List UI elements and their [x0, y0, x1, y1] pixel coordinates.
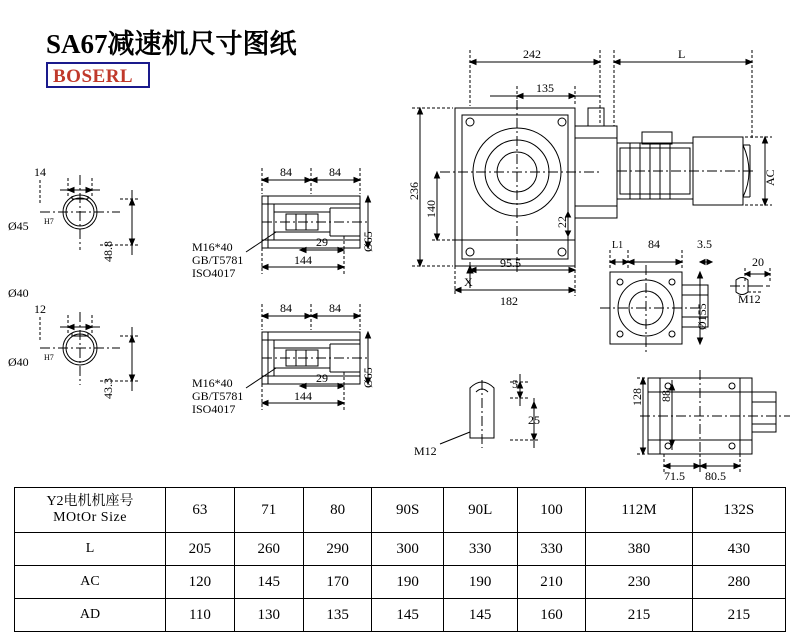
label-bolt-gb: GB/T5781 — [192, 253, 244, 267]
label-shaft1-h7: H7 — [44, 217, 54, 226]
table-cell: 215 — [586, 599, 692, 632]
label-140: 140 — [424, 200, 438, 218]
table-cell: 90S — [372, 488, 443, 533]
label-key2-phi65: Ø65 — [361, 367, 375, 388]
table-cell: 120 — [166, 566, 235, 599]
label-key-84a: 84 — [280, 165, 292, 179]
table-cell: 190 — [372, 566, 443, 599]
table-cell: 130 — [234, 599, 303, 632]
table-cell: 330 — [443, 533, 517, 566]
table-row — [15, 566, 786, 599]
label-shaft1-d40: Ø40 — [8, 286, 29, 300]
label-bolt2-iso: ISO4017 — [192, 402, 236, 416]
label-71-5: 71.5 — [664, 469, 685, 483]
label-3-5: 3.5 — [697, 237, 712, 251]
label-bolt-m16: M16*40 — [192, 240, 233, 254]
table-cell: 170 — [303, 566, 372, 599]
label-135: 135 — [536, 81, 554, 95]
table-rowhead: L — [15, 533, 166, 566]
table-row — [15, 488, 786, 533]
table-rowhead: AC — [15, 566, 166, 599]
table-cell: 132S — [692, 488, 785, 533]
label-shaft1-48-8: 48.8 — [101, 241, 115, 262]
label-shaft2-12: 12 — [34, 302, 46, 316]
table-cell: 290 — [303, 533, 372, 566]
table-cell: 260 — [234, 533, 303, 566]
table-row — [15, 533, 786, 566]
table-rowhead-en: MOtOr Size — [53, 510, 127, 525]
label-shaft2-43-3: 43.3 — [101, 378, 115, 399]
table-rowhead-cn: Y2电机机座号 — [46, 493, 134, 509]
label-shaft2-diameter: Ø40 — [8, 355, 29, 369]
table-cell: 90L — [443, 488, 517, 533]
dimension-table — [14, 487, 786, 632]
label-phi155: Ø155 — [695, 303, 709, 330]
table-cell: 100 — [517, 488, 586, 533]
label-bolt-iso: ISO4017 — [192, 266, 236, 280]
table-cell: 300 — [372, 533, 443, 566]
label-key-84b: 84 — [329, 165, 341, 179]
label-key-29: 29 — [316, 235, 328, 249]
label-key2-144: 144 — [294, 389, 312, 403]
label-shaft2-h7: H7 — [44, 353, 54, 362]
label-128: 128 — [630, 388, 644, 406]
label-22: 22 — [555, 216, 569, 228]
table-cell: 230 — [586, 566, 692, 599]
table-cell: 135 — [303, 599, 372, 632]
table-cell: 380 — [586, 533, 692, 566]
table-rowhead — [15, 488, 166, 533]
table-cell: 80 — [303, 488, 372, 533]
label-key2-84b: 84 — [329, 301, 341, 315]
table-cell: 160 — [517, 599, 586, 632]
label-242: 242 — [523, 47, 541, 61]
label-80-5: 80.5 — [705, 469, 726, 483]
table-cell: 145 — [234, 566, 303, 599]
label-key-144: 144 — [294, 253, 312, 267]
table-rowhead: AD — [15, 599, 166, 632]
table-cell: 63 — [166, 488, 235, 533]
table-row — [15, 599, 786, 632]
logo-text: BOSERL — [53, 66, 134, 87]
label-shaft1-14: 14 — [34, 165, 46, 179]
label-AC: AC — [763, 169, 777, 186]
label-bolt2-gb: GB/T5781 — [192, 389, 244, 403]
table-cell: 71 — [234, 488, 303, 533]
label-M12-right: M12 — [738, 292, 761, 306]
label-182: 182 — [500, 294, 518, 308]
table-cell: 215 — [692, 599, 785, 632]
table-cell: 330 — [517, 533, 586, 566]
label-236: 236 — [407, 182, 421, 200]
label-key2-29: 29 — [316, 371, 328, 385]
label-key2-84a: 84 — [280, 301, 292, 315]
table-cell: 205 — [166, 533, 235, 566]
table-cell: 110 — [166, 599, 235, 632]
table-cell: 210 — [517, 566, 586, 599]
label-84-right: 84 — [648, 237, 660, 251]
table-cell: 112M — [586, 488, 692, 533]
label-95-5: 95.5 — [500, 256, 521, 270]
table-cell: 145 — [443, 599, 517, 632]
label-bolt2-m16: M16*40 — [192, 376, 233, 390]
table-cell: 190 — [443, 566, 517, 599]
page-title: SA67减速机尺寸图纸 — [46, 29, 297, 59]
label-L-top: L — [678, 47, 686, 61]
label-M12-bottom: M12 — [414, 444, 437, 458]
label-X: X — [464, 275, 473, 289]
label-5: 5 — [512, 377, 518, 391]
label-25: 25 — [528, 413, 540, 427]
label-L1: L1 — [612, 240, 624, 251]
table-cell: 280 — [692, 566, 785, 599]
label-88: 88 — [659, 390, 673, 402]
label-shaft1-diameter: Ø45 — [8, 219, 29, 233]
label-key-phi65: Ø65 — [361, 231, 375, 252]
table-cell: 430 — [692, 533, 785, 566]
label-20: 20 — [752, 255, 764, 269]
table-cell: 145 — [372, 599, 443, 632]
